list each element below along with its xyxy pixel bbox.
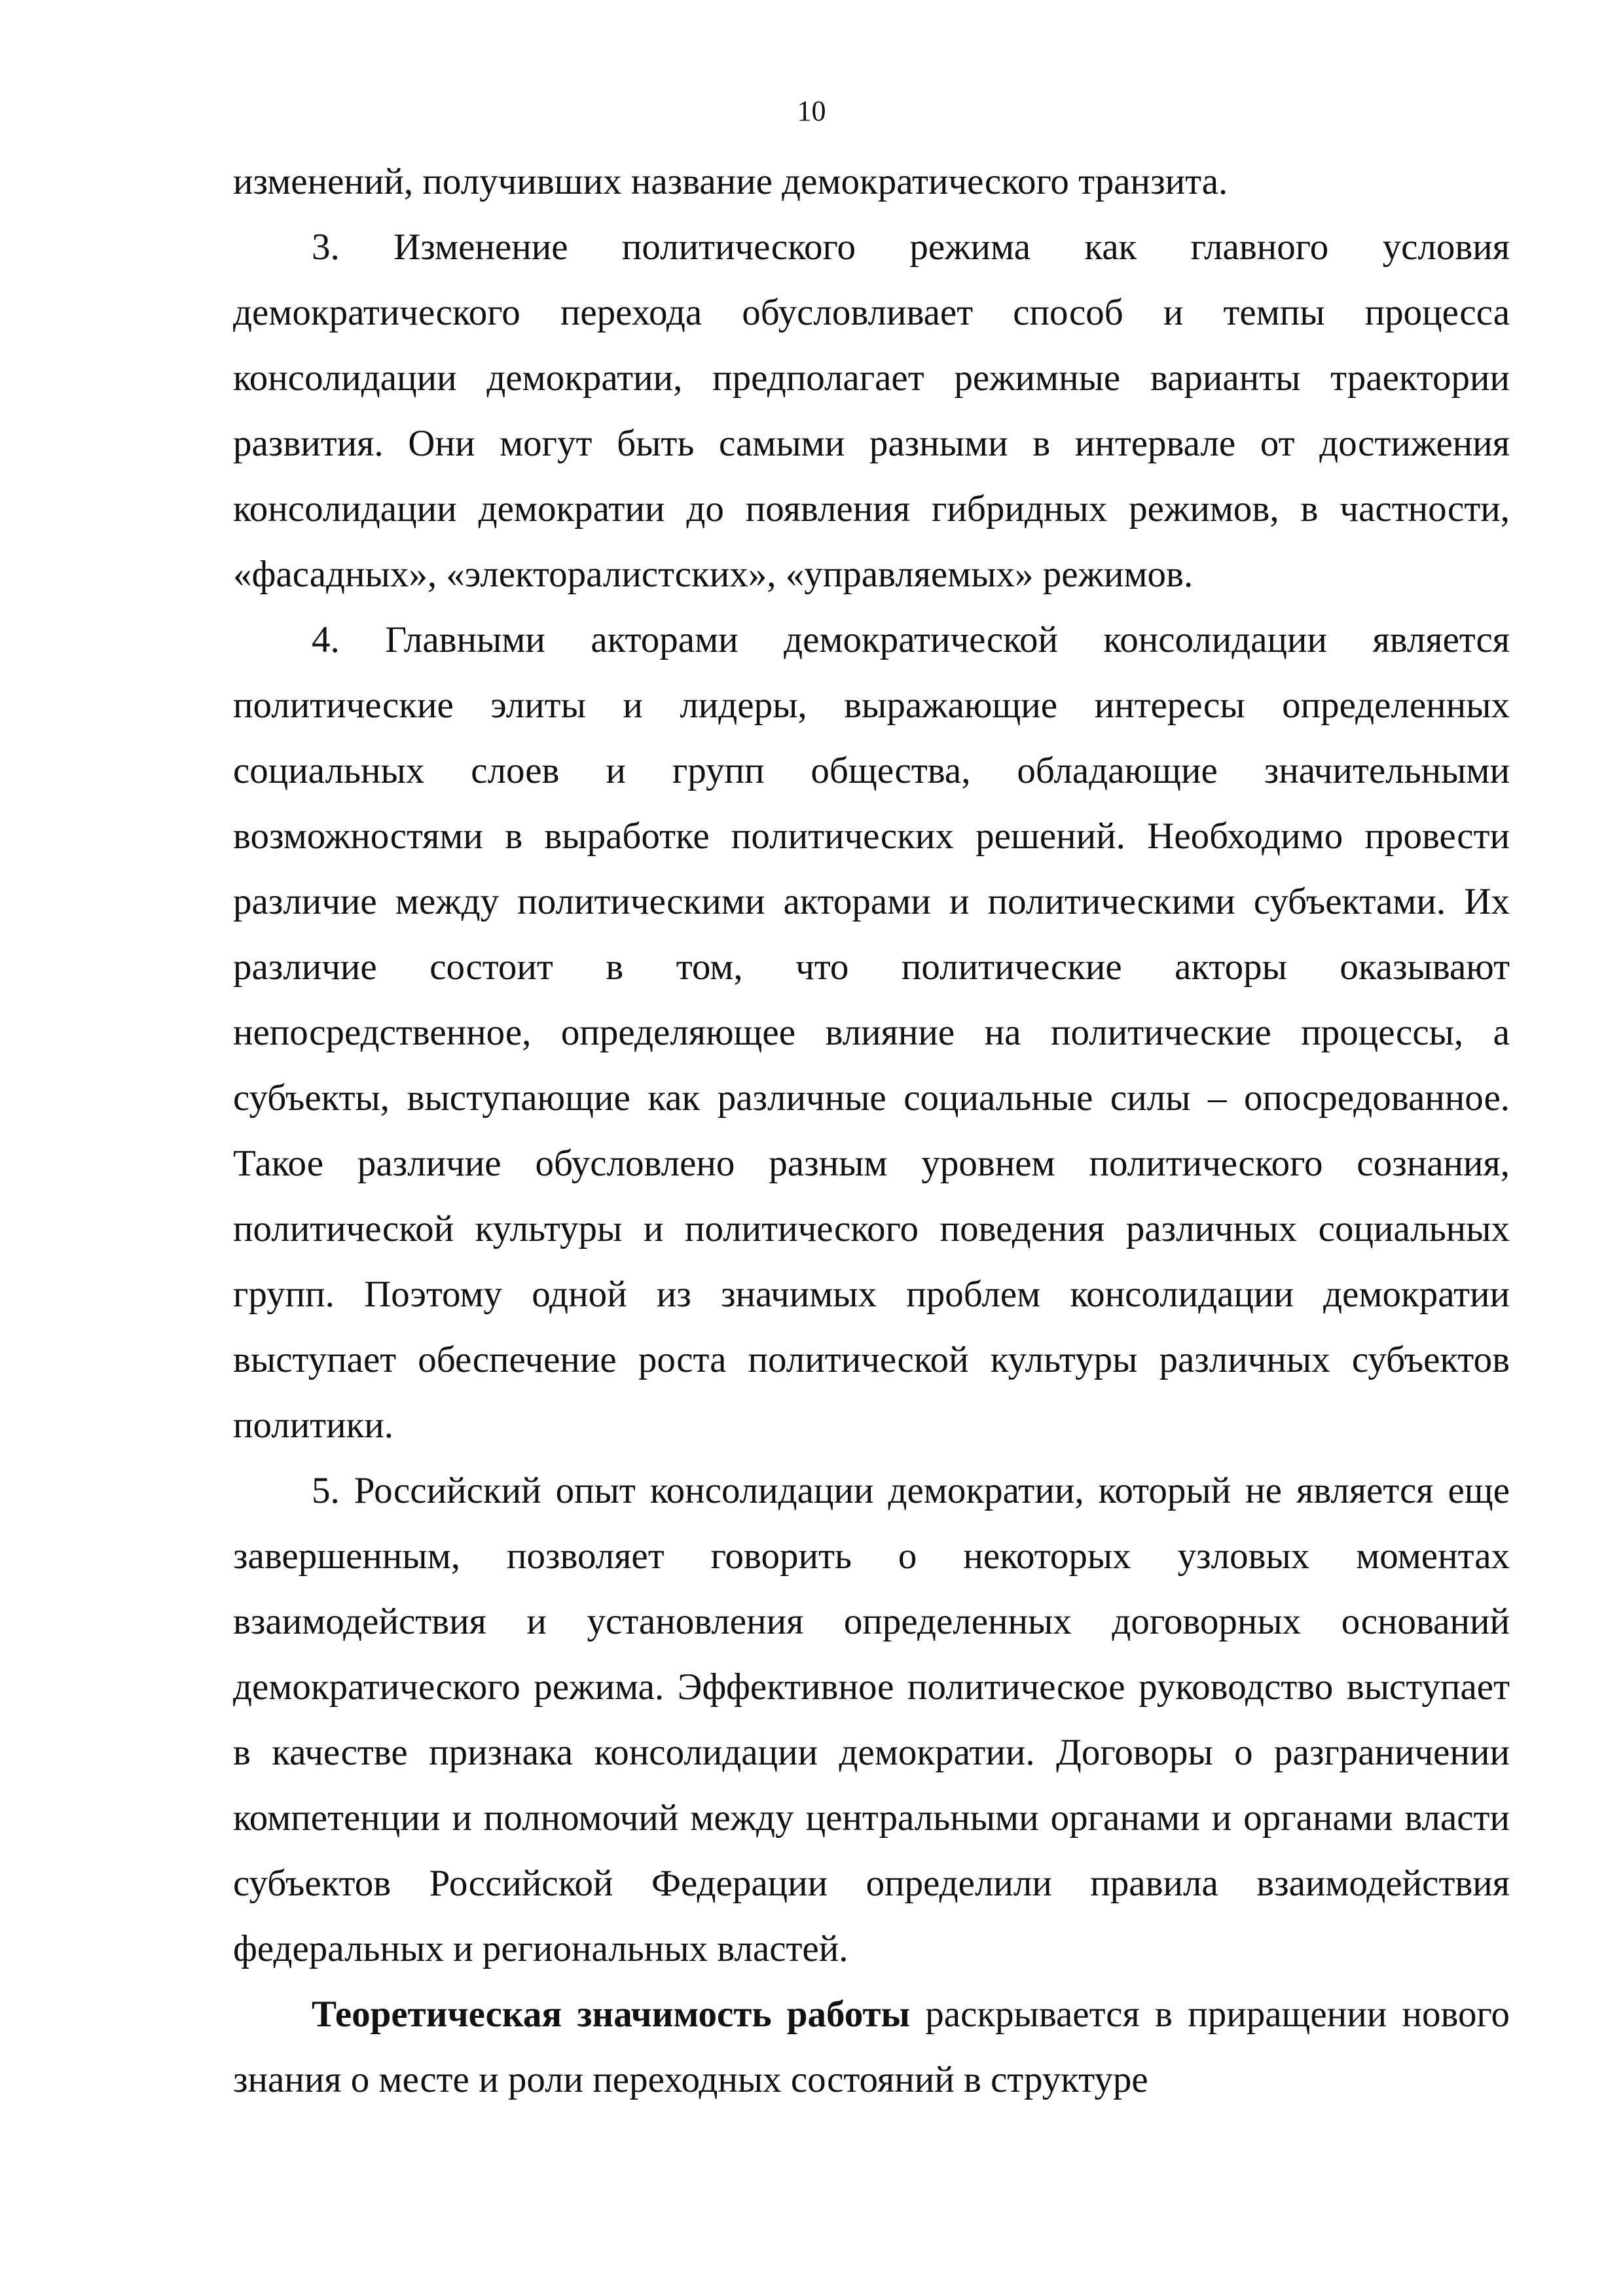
document-body xyxy=(233,149,1510,2113)
paragraph-theoretical-significance xyxy=(233,1982,1510,2113)
paragraph-point-4: 4. Главными акторами демократической консолидации является политические элиты и лидеры, выражающие интересы определенных социальных слоев и групп общества, обладающие значительными возможностями в выработке политических решений. Необходимо провести различие между политическими акторами и политическими субъектами. Их различие состоит в том, что политические акторы оказывают непосредственное, определяющее влияние на политические процессы, а субъекты, выступающие как различные социальные силы – опосредованное. Такое различие обусловлено разным уровнем политического сознания, политической культуры и политического поведения различных социальных групп. Поэтому одной из значимых проблем консолидации демократии выступает обеспечение роста политической культуры различных субъектов политики. xyxy=(233,619,1510,1446)
paragraph-continuation: изменений, получивших название демократического транзита. xyxy=(233,161,1228,202)
paragraph-point-5: 5. Российский опыт консолидации демократии, который не является еще завершенным, позволяет говорить о некоторых узловых моментах взаимодействия и установления определенных договорных оснований демократического режима. Эффективное политическое руководство выступает в качестве признака консолидации демократии. Договоры о разграничении компетенции и полномочий между центральными органами и органами власти субъектов Российской Федерации определили правила взаимодействия федеральных и региональных властей. xyxy=(233,1470,1510,1969)
paragraph-text: раскрывается в приращении нового знания о месте и роли переходных состояний в структуре xyxy=(233,1994,1510,2100)
bold-lead-phrase: Теоретическая значимость работы xyxy=(312,1994,910,2035)
paragraph-point-3: 3. Изменение политического режима как главного условия демократического перехода обусловливает способ и темпы процесса консолидации демократии, предполагает режимные варианты траектории развития. Они могут быть самыми разными в интервале от достижения консолидации демократии до появления гибридных режимов, в частности, «фасадных», «электоралистских», «управляемых» режимов. xyxy=(233,226,1510,595)
page-number: 10 xyxy=(797,95,826,127)
